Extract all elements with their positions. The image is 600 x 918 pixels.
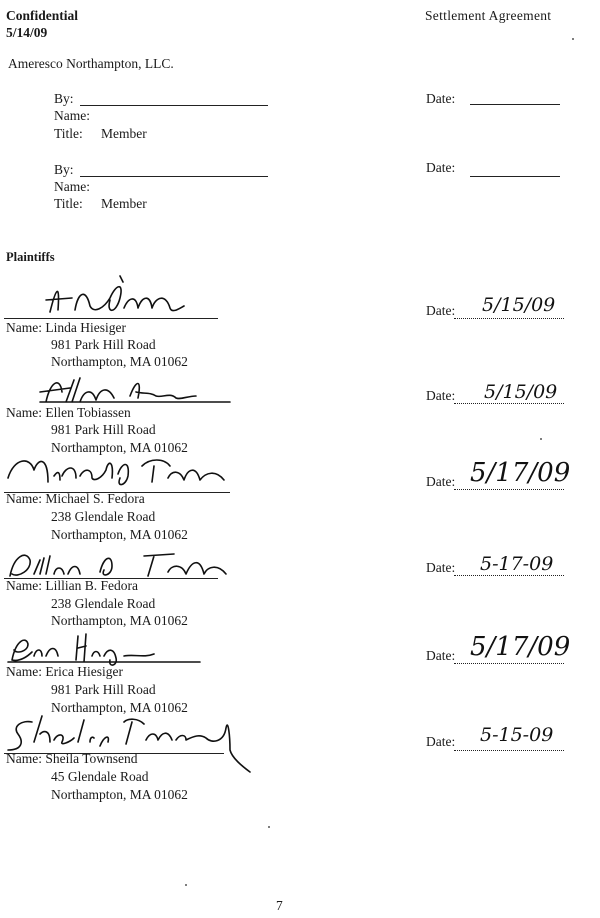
date-label: Date: <box>426 388 456 403</box>
plaintiff-name: Name: Linda Hiesiger <box>6 320 126 335</box>
plaintiff-address-street: 238 Glendale Road <box>51 509 156 524</box>
date-label: Date: <box>426 648 456 663</box>
title-value: Member <box>101 126 147 141</box>
date-label: Date: <box>426 474 456 489</box>
scan-speck <box>572 38 574 40</box>
page-number: 7 <box>276 898 283 913</box>
plaintiff-name: Name: Michael S. Fedora <box>6 491 145 506</box>
handwritten-date: 5/15/09 <box>482 294 556 316</box>
title-label: Title: <box>54 126 83 141</box>
plaintiff-address-city: Northampton, MA 01062 <box>51 787 188 802</box>
date-label: Date: <box>426 160 456 175</box>
scan-speck <box>540 438 542 440</box>
name-label: Name: <box>54 108 90 123</box>
by-label: By: <box>54 162 74 177</box>
signature-line[interactable] <box>80 105 268 106</box>
plaintiff-address-city: Northampton, MA 01062 <box>51 440 188 455</box>
signature-image <box>20 268 220 318</box>
handwritten-date: 5/17/09 <box>470 632 571 662</box>
plaintiff-address-street: 981 Park Hill Road <box>51 422 156 437</box>
plaintiff-address-city: Northampton, MA 01062 <box>51 354 188 369</box>
plaintiff-address-city: Northampton, MA 01062 <box>51 700 188 715</box>
plaintiff-name: Name: Erica Hiesiger <box>6 664 123 679</box>
signature-line[interactable] <box>80 176 268 177</box>
date-line <box>454 750 564 751</box>
date-line <box>454 489 564 490</box>
handwritten-date: 5/17/09 <box>470 458 571 488</box>
plaintiff-address-street: 981 Park Hill Road <box>51 337 156 352</box>
handwritten-date: 5/15/09 <box>484 381 558 403</box>
document-title: Settlement Agreement <box>425 8 552 23</box>
plaintiff-address-street: 45 Glendale Road <box>51 769 149 784</box>
plaintiff-address-city: Northampton, MA 01062 <box>51 527 188 542</box>
date-line <box>454 403 564 404</box>
plaintiffs-heading: Plaintiffs <box>6 250 55 264</box>
date-line <box>454 663 564 664</box>
plaintiff-name: Name: Sheila Townsend <box>6 751 138 766</box>
date-line[interactable] <box>470 104 560 105</box>
date-label: Date: <box>426 303 456 318</box>
signature-image <box>20 370 230 410</box>
company-name: Ameresco Northampton, LLC. <box>8 56 174 71</box>
plaintiff-name: Name: Ellen Tobiassen <box>6 405 131 420</box>
confidential-label: Confidential <box>6 8 79 23</box>
document-date: 5/14/09 <box>6 25 48 40</box>
date-line[interactable] <box>470 176 560 177</box>
plaintiff-address-street: 238 Glendale Road <box>51 596 156 611</box>
scan-speck <box>268 826 270 828</box>
title-value: Member <box>101 196 147 211</box>
plaintiff-address-city: Northampton, MA 01062 <box>51 613 188 628</box>
name-label: Name: <box>54 179 90 194</box>
by-label: By: <box>54 91 74 106</box>
signature-image <box>4 628 204 668</box>
handwritten-date: 5-15-09 <box>480 724 554 746</box>
plaintiff-address-street: 981 Park Hill Road <box>51 682 156 697</box>
title-label: Title: <box>54 196 83 211</box>
scan-speck <box>185 884 187 886</box>
plaintiff-name: Name: Lillian B. Fedora <box>6 578 138 593</box>
handwritten-date: 5-17-09 <box>480 553 554 575</box>
signature-line <box>4 318 218 319</box>
date-line <box>454 575 564 576</box>
date-label: Date: <box>426 560 456 575</box>
date-label: Date: <box>426 91 456 106</box>
date-line <box>454 318 564 319</box>
date-label: Date: <box>426 734 456 749</box>
